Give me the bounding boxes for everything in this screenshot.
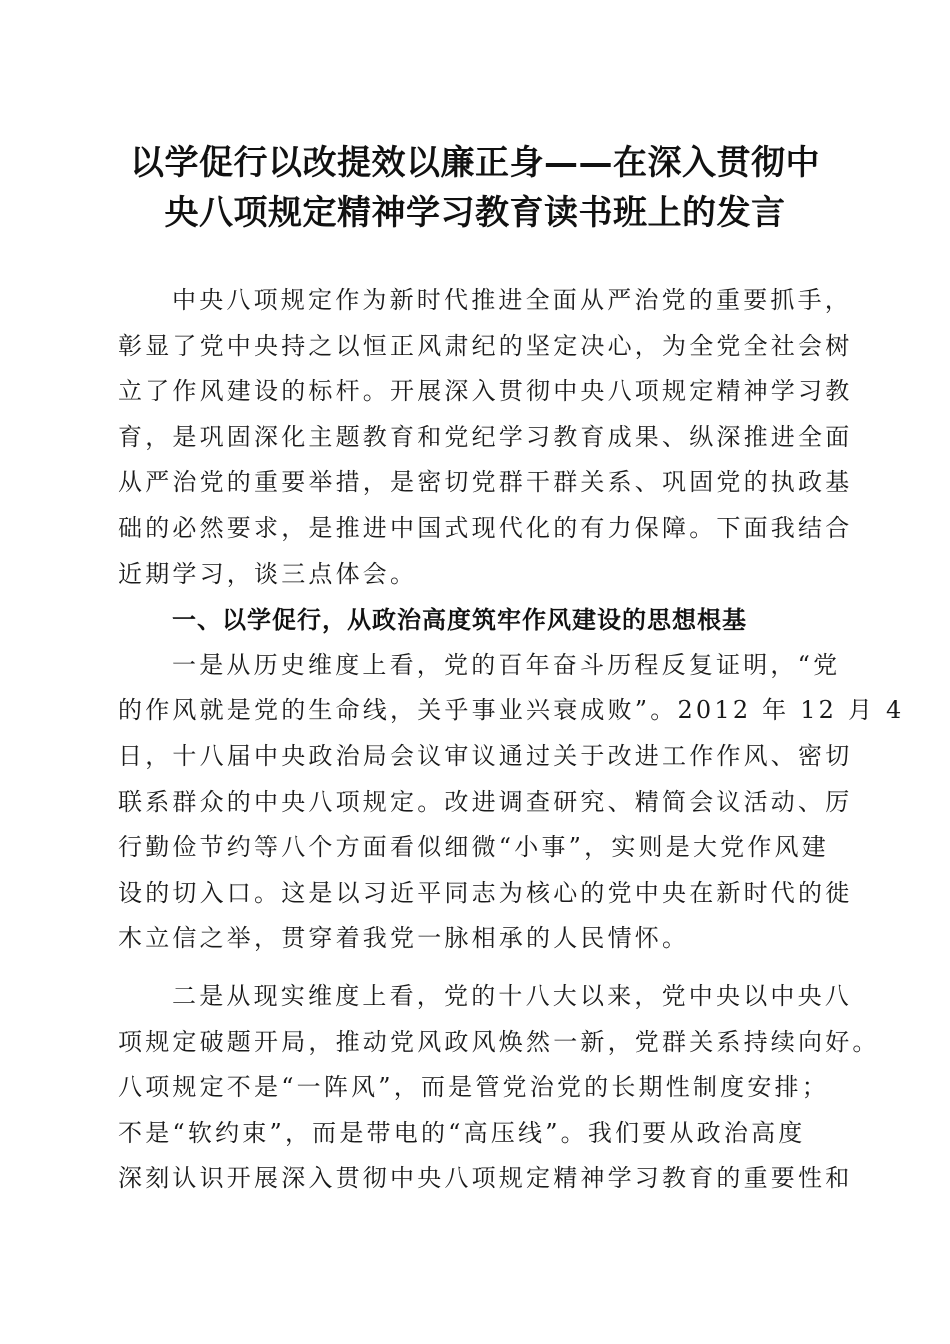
- text-line: 础的必然要求，是推进中国式现代化的有力保障。下面我结合: [118, 513, 853, 542]
- text-line: 不是“软约束”，而是带电的“高压线”。我们要从政治高度: [118, 1118, 806, 1147]
- section-heading: 一、以学促行，从政治高度筑牢作风建设的思想根基: [172, 605, 747, 635]
- text-line: 日，十八届中央政治局会议审议通过关于改进工作作风、密切: [118, 741, 853, 770]
- text-line: 育，是巩固深化主题教育和党纪学习教育成果、纵深推进全面: [118, 422, 853, 451]
- text-line: 项规定破题开局，推动党风政风焕然一新，党群关系持续向好。: [118, 1027, 880, 1056]
- text-line: 联系群众的中央八项规定。改进调查研究、精简会议活动、厉: [118, 787, 853, 816]
- paragraph-realistic: [118, 974, 880, 1202]
- intro-paragraph: [118, 278, 853, 597]
- text-line: 一是从历史维度上看，党的百年奋斗历程反复证明，“党: [172, 650, 841, 679]
- text-line: 木立信之举，贯穿着我党一脉相承的人民情怀。: [118, 924, 690, 953]
- text-line: 从严治党的重要举措，是密切党群干群关系、巩固党的执政基: [118, 468, 853, 497]
- text-line: 的作风就是党的生命线，关乎事业兴衰成败”。2012 年 12 月 4: [118, 696, 905, 725]
- text-line: 中央八项规定作为新时代推进全面从严治党的重要抓手，: [172, 286, 852, 314]
- text-line: 二是从现实维度上看，党的十八大以来，党中央以中央八: [172, 981, 852, 1010]
- text-line: 八项规定不是“一阵风”，而是管党治党的长期性制度安排；: [118, 1073, 829, 1102]
- document-body: [118, 278, 905, 1202]
- text-line: 深刻认识开展深入贯彻中央八项规定精神学习教育的重要性和: [118, 1164, 853, 1193]
- text-line: 设的切入口。这是以习近平同志为核心的党中央在新时代的徙: [118, 878, 853, 907]
- text-line: 立了作风建设的标杆。开展深入贯彻中央八项规定精神学习教: [118, 377, 853, 406]
- text-line: 彰显了党中央持之以恒正风肃纪的坚定决心，为全党全社会树: [118, 331, 853, 360]
- paragraph-spacer: [118, 962, 834, 974]
- document-title: [100, 138, 850, 238]
- paragraph-historical: [118, 643, 905, 962]
- title-line-1: 以学促行以改提效以廉正身——在深入贯彻中: [130, 143, 820, 183]
- text-line: 行勤俭节约等八个方面看似细微“小事”，实则是大党作风建: [118, 833, 829, 862]
- text-line: 近期学习，谈三点体会。: [118, 559, 418, 588]
- title-line-2: 央八项规定精神学习教育读书班上的发言: [164, 193, 786, 233]
